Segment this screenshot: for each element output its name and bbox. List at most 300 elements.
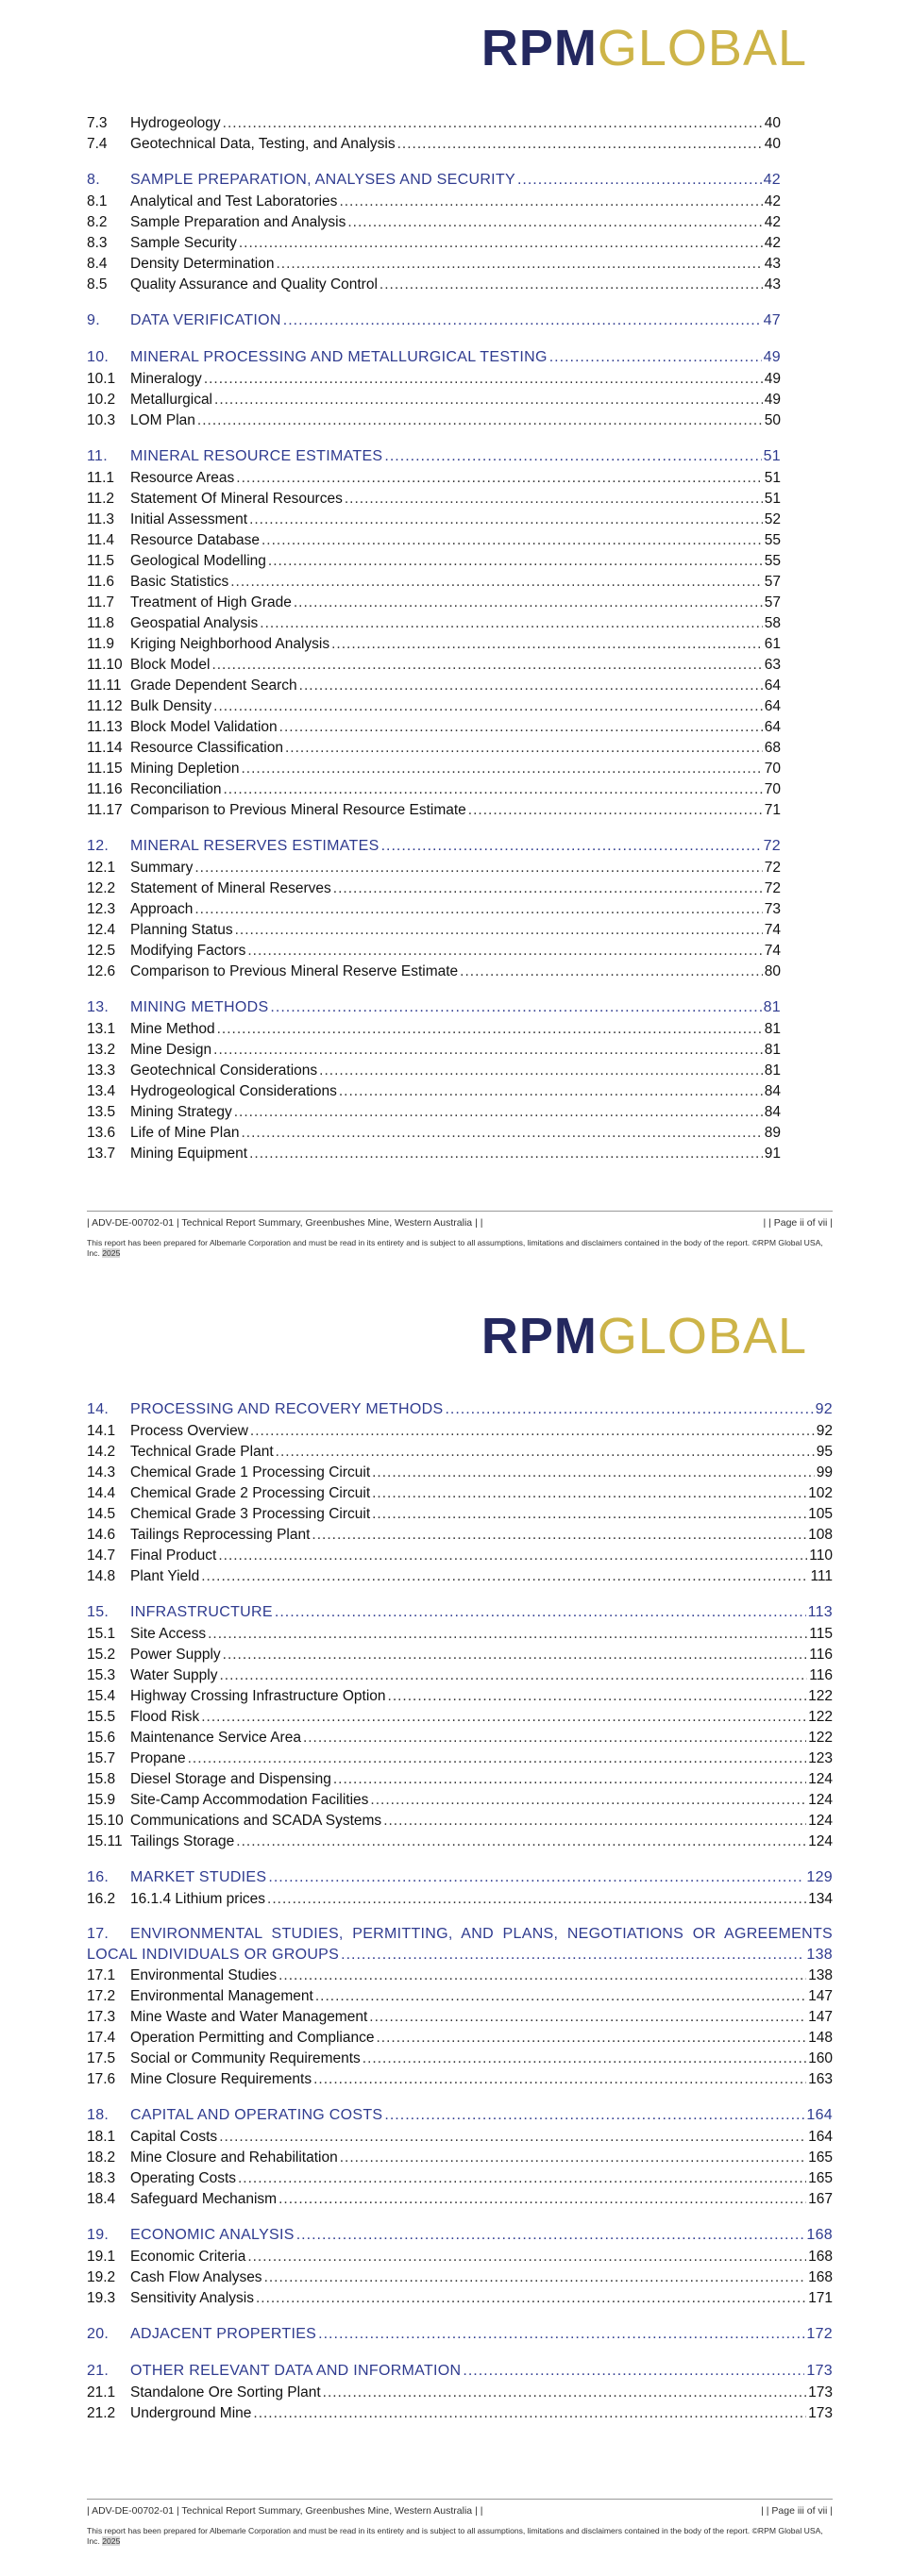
toc-title: Operating Costs bbox=[130, 2170, 236, 2186]
toc-number: 15.9 bbox=[87, 1792, 116, 1808]
toc-page-number: 81 bbox=[764, 1021, 781, 1037]
toc-number: 10.3 bbox=[87, 412, 116, 428]
toc-page-number: 124 bbox=[808, 1792, 833, 1808]
toc-title: Mining Depletion bbox=[130, 761, 240, 777]
toc-title: Block Model Validation bbox=[130, 719, 278, 735]
toc-entry[interactable] bbox=[87, 1421, 833, 1442]
toc-entry[interactable] bbox=[87, 2028, 833, 2049]
spacer bbox=[87, 2210, 833, 2224]
toc-page-number: 58 bbox=[764, 615, 781, 631]
toc-page-number: 70 bbox=[764, 761, 781, 777]
toc-page-number: 74 bbox=[764, 922, 781, 938]
toc-number: 11. bbox=[87, 448, 108, 464]
toc-entry[interactable] bbox=[87, 468, 781, 489]
toc-title: Geotechnical Data, Testing, and Analysis bbox=[130, 136, 396, 152]
toc-entry[interactable] bbox=[87, 1144, 781, 1164]
toc-page-number: 47 bbox=[763, 312, 781, 328]
toc-number: 17.5 bbox=[87, 2050, 116, 2066]
toc-entry[interactable] bbox=[87, 1123, 781, 1144]
footer-page-number: | | Page iii of vii | bbox=[761, 2505, 833, 2517]
spacer bbox=[87, 332, 781, 346]
toc-entry[interactable] bbox=[87, 212, 781, 233]
toc-page-number: 57 bbox=[764, 594, 781, 611]
toc-section-heading[interactable] bbox=[87, 2104, 833, 2127]
toc-entry[interactable] bbox=[87, 2267, 833, 2288]
toc-section-heading[interactable] bbox=[87, 2224, 833, 2247]
toc-number: 11.6 bbox=[87, 574, 115, 590]
dot-leader bbox=[315, 1986, 806, 2007]
toc-section-heading[interactable] bbox=[87, 996, 781, 1019]
toc-page-number: 74 bbox=[764, 943, 781, 959]
toc-page-number: 122 bbox=[808, 1709, 833, 1725]
toc-title: Mine Method bbox=[130, 1021, 215, 1037]
toc-number: 11.11 bbox=[87, 677, 122, 694]
toc-entry[interactable] bbox=[87, 1665, 833, 1686]
toc-number: 13.7 bbox=[87, 1146, 116, 1162]
spacer bbox=[87, 155, 781, 169]
toc-entry[interactable] bbox=[87, 1483, 833, 1504]
toc-number: 13.5 bbox=[87, 1104, 116, 1120]
toc-entry[interactable] bbox=[87, 2049, 833, 2069]
toc-entry[interactable] bbox=[87, 1102, 781, 1123]
toc-page-number: 173 bbox=[808, 2384, 833, 2400]
toc-number: 16.2 bbox=[87, 1891, 116, 1907]
toc-entry[interactable] bbox=[87, 1624, 833, 1645]
dot-leader bbox=[217, 1019, 763, 1040]
toc-number: 11.7 bbox=[87, 594, 115, 611]
toc-entry[interactable] bbox=[87, 2168, 833, 2189]
footer-disclaimer: This report has been prepared for Albemarle Corporation and must be read in its entirety and is subject to all assumptions, limitations and disclaimers contained in the body of the report. ©RPM Global USA, Inc. 2025 bbox=[87, 2526, 823, 2546]
dot-leader bbox=[372, 1483, 806, 1504]
toc-title: MARKET STUDIES bbox=[130, 1869, 267, 1885]
toc-entry[interactable] bbox=[87, 759, 781, 779]
toc-title: Diesel Storage and Dispensing bbox=[130, 1771, 331, 1787]
dot-leader bbox=[188, 1748, 807, 1769]
dot-leader bbox=[372, 1504, 806, 1525]
toc-entry[interactable] bbox=[87, 410, 781, 431]
dot-leader bbox=[340, 2148, 806, 2168]
toc-title: Mine Waste and Water Management bbox=[130, 2009, 368, 2025]
toc-entry[interactable] bbox=[87, 1525, 833, 1546]
dot-leader bbox=[208, 1624, 807, 1645]
toc-number: 18.1 bbox=[87, 2129, 116, 2145]
toc-page-number: 42 bbox=[763, 172, 781, 188]
toc-title: Site-Camp Accommodation Facilities bbox=[130, 1792, 369, 1808]
toc-page-number: 173 bbox=[806, 2363, 833, 2379]
toc-entry[interactable] bbox=[87, 275, 781, 295]
toc-entry[interactable] bbox=[87, 1546, 833, 1566]
toc-page-number: 163 bbox=[808, 2071, 833, 2087]
dot-leader bbox=[214, 390, 763, 410]
toc-page-number: 172 bbox=[806, 2326, 833, 2342]
toc-section-heading[interactable] bbox=[87, 1601, 833, 1624]
dot-leader bbox=[268, 1866, 804, 1887]
toc-page-number: 111 bbox=[810, 1568, 833, 1584]
toc-page-number: 116 bbox=[809, 1667, 833, 1683]
toc-entry[interactable] bbox=[87, 1442, 833, 1463]
toc-number: 11.13 bbox=[87, 719, 123, 735]
toc-number: 21. bbox=[87, 2363, 110, 2379]
toc-number: 12.3 bbox=[87, 901, 116, 917]
toc-page-number: 68 bbox=[764, 740, 781, 756]
toc-entry[interactable] bbox=[87, 1463, 833, 1483]
toc-entry[interactable] bbox=[87, 2247, 833, 2267]
toc-entry[interactable] bbox=[87, 941, 781, 962]
toc-entry[interactable] bbox=[87, 489, 781, 510]
toc-number: 11.16 bbox=[87, 781, 123, 797]
dot-leader bbox=[468, 800, 763, 821]
toc-number: 14.2 bbox=[87, 1444, 116, 1460]
spacer bbox=[87, 2090, 833, 2104]
toc-entry[interactable] bbox=[87, 920, 781, 941]
spacer bbox=[87, 1587, 833, 1601]
toc-page-number: 84 bbox=[764, 1083, 781, 1099]
footer-doc-info: | ADV-DE-00702-01 | Technical Report Summary, Greenbushes Mine, Western Australia | | bbox=[87, 2505, 483, 2517]
toc-entry[interactable] bbox=[87, 510, 781, 530]
toc-title: Tailings Storage bbox=[130, 1833, 235, 1849]
toc-title: Mineralogy bbox=[130, 371, 202, 387]
toc-page-number: 84 bbox=[764, 1104, 781, 1120]
toc-title: Mining Equipment bbox=[130, 1146, 248, 1162]
toc-entry[interactable] bbox=[87, 390, 781, 410]
toc-entry[interactable] bbox=[87, 1566, 833, 1587]
toc-entry[interactable] bbox=[87, 779, 781, 800]
toc-title: Sample Preparation and Analysis bbox=[130, 214, 346, 230]
toc-entry[interactable] bbox=[87, 878, 781, 899]
toc-page-number: 115 bbox=[809, 1626, 833, 1642]
toc-number: 11.14 bbox=[87, 740, 123, 756]
toc-title: Environmental Studies bbox=[130, 1967, 278, 1983]
dot-leader bbox=[345, 489, 763, 510]
toc-entry[interactable] bbox=[87, 1965, 833, 1986]
toc-title: Sensitivity Analysis bbox=[130, 2290, 254, 2306]
toc-number: 19.1 bbox=[87, 2249, 116, 2265]
dot-leader bbox=[253, 2403, 806, 2424]
toc-entry[interactable] bbox=[87, 2288, 833, 2309]
toc-entry[interactable] bbox=[87, 1686, 833, 1707]
toc-number: 14.8 bbox=[87, 1568, 116, 1584]
toc-entry[interactable] bbox=[87, 1019, 781, 1040]
toc-entry[interactable] bbox=[87, 593, 781, 613]
toc-number: 15.4 bbox=[87, 1688, 116, 1704]
toc-page-number: 81 bbox=[764, 1042, 781, 1058]
toc-title: Mine Closure Requirements bbox=[130, 2071, 312, 2087]
toc-page-number: 171 bbox=[808, 2290, 833, 2306]
toc-title: Grade Dependent Search bbox=[130, 677, 297, 694]
page-footer bbox=[87, 2499, 833, 2547]
dot-leader bbox=[194, 858, 762, 878]
toc-page-number: 42 bbox=[764, 214, 781, 230]
dot-leader bbox=[319, 1061, 763, 1081]
toc-title: INFRASTRUCTURE bbox=[130, 1604, 273, 1620]
dot-leader bbox=[223, 1645, 808, 1665]
footer-disclaimer: This report has been prepared for Albemarle Corporation and must be read in its entirety and is subject to all assumptions, limitations and disclaimers contained in the body of the report. ©RPM Global USA, Inc. 2025 bbox=[87, 1238, 823, 1258]
toc-title: Planning Status bbox=[130, 922, 233, 938]
toc-entry[interactable] bbox=[87, 1811, 833, 1832]
toc-title: SAMPLE PREPARATION, ANALYSES AND SECURITY bbox=[130, 172, 515, 188]
toc-number: 11.2 bbox=[87, 491, 115, 507]
footer-page-number: | | Page ii of vii | bbox=[763, 1217, 833, 1229]
toc-entry[interactable] bbox=[87, 192, 781, 212]
toc-section-heading[interactable] bbox=[87, 346, 781, 369]
toc-title: Quality Assurance and Quality Control bbox=[130, 276, 378, 293]
toc-page-number: 81 bbox=[763, 999, 781, 1015]
toc-number: 8.2 bbox=[87, 214, 108, 230]
dot-leader bbox=[296, 2224, 805, 2245]
dot-leader bbox=[372, 1463, 815, 1483]
dot-leader bbox=[201, 1707, 806, 1728]
toc-title: Mine Design bbox=[130, 1042, 212, 1058]
toc-title: Analytical and Test Laboratories bbox=[130, 193, 338, 209]
toc-number: 11.3 bbox=[87, 511, 115, 527]
toc-entry[interactable] bbox=[87, 899, 781, 920]
toc-entry[interactable] bbox=[87, 134, 781, 155]
toc-section-heading[interactable] bbox=[87, 2323, 833, 2346]
toc-page-number: 72 bbox=[764, 860, 781, 876]
toc-number: 11.5 bbox=[87, 553, 115, 569]
toc-entry[interactable] bbox=[87, 2189, 833, 2210]
toc-number: 14.6 bbox=[87, 1527, 116, 1543]
dot-leader bbox=[303, 1728, 806, 1748]
toc-number: 7.4 bbox=[87, 136, 108, 152]
toc-number: 10. bbox=[87, 349, 110, 365]
toc-title: Plant Yield bbox=[130, 1568, 200, 1584]
toc-title: Metallurgical bbox=[130, 392, 213, 408]
toc-entry[interactable] bbox=[87, 1748, 833, 1769]
toc-entry[interactable] bbox=[87, 800, 781, 821]
toc-page-number: 122 bbox=[808, 1730, 833, 1746]
toc-number: 14.5 bbox=[87, 1506, 116, 1522]
toc-page-number: 138 bbox=[806, 1947, 833, 1963]
dot-leader bbox=[339, 192, 762, 212]
toc-number: 18.2 bbox=[87, 2149, 116, 2166]
toc-number: 8.4 bbox=[87, 256, 108, 272]
toc-number: 15.6 bbox=[87, 1730, 116, 1746]
spacer bbox=[87, 982, 781, 996]
toc-page-number: 168 bbox=[806, 2227, 833, 2243]
toc-title: Tailings Reprocessing Plant bbox=[130, 1527, 311, 1543]
toc-entry[interactable] bbox=[87, 1707, 833, 1728]
dot-leader bbox=[238, 2168, 806, 2189]
dot-leader bbox=[247, 2247, 806, 2267]
toc-title: Chemical Grade 2 Processing Circuit bbox=[130, 1485, 371, 1501]
toc-number: 15.5 bbox=[87, 1709, 116, 1725]
toc-number: 17.2 bbox=[87, 1988, 116, 2004]
toc-title: Treatment of High Grade bbox=[130, 594, 292, 611]
toc-page-number: 110 bbox=[809, 1547, 833, 1564]
dot-leader bbox=[264, 2267, 807, 2288]
toc-entry[interactable] bbox=[87, 634, 781, 655]
dot-leader bbox=[363, 2049, 806, 2069]
toc-title: Chemical Grade 1 Processing Circuit bbox=[130, 1464, 371, 1480]
toc-page-number: 147 bbox=[808, 1988, 833, 2004]
spacer bbox=[87, 1852, 833, 1866]
dot-leader bbox=[219, 2127, 806, 2148]
toc-title: ADJACENT PROPERTIES bbox=[130, 2326, 317, 2342]
toc-page-number: 70 bbox=[764, 781, 781, 797]
toc-entry[interactable] bbox=[87, 1645, 833, 1665]
toc-entry[interactable] bbox=[87, 1769, 833, 1790]
toc-page-number: 64 bbox=[764, 698, 781, 714]
toc-page-number: 164 bbox=[806, 2107, 833, 2123]
dot-leader bbox=[278, 2189, 806, 2210]
toc-section-heading[interactable] bbox=[87, 445, 781, 468]
toc-entry[interactable] bbox=[87, 572, 781, 593]
toc-title: Geospatial Analysis bbox=[130, 615, 259, 631]
spacer bbox=[87, 2309, 833, 2323]
toc-entry[interactable] bbox=[87, 655, 781, 676]
toc-page-number: 124 bbox=[808, 1771, 833, 1787]
toc-number: 17.4 bbox=[87, 2030, 116, 2046]
toc-entry[interactable] bbox=[87, 1728, 833, 1748]
toc-entry[interactable] bbox=[87, 1081, 781, 1102]
toc-entry[interactable] bbox=[87, 1986, 833, 2007]
rpm-global-logo bbox=[481, 20, 807, 76]
toc-section-heading[interactable] bbox=[87, 1924, 833, 1965]
toc-section-heading[interactable] bbox=[87, 1866, 833, 1889]
toc-title: Propane bbox=[130, 1750, 186, 1766]
toc-number: 19.3 bbox=[87, 2290, 116, 2306]
toc-number: 14.1 bbox=[87, 1423, 116, 1439]
toc-page-number: 99 bbox=[816, 1464, 833, 1480]
toc-number: 15.7 bbox=[87, 1750, 116, 1766]
spacer bbox=[87, 2346, 833, 2360]
toc-title: Density Determination bbox=[130, 256, 275, 272]
dot-leader bbox=[388, 1686, 807, 1707]
toc-entry[interactable] bbox=[87, 613, 781, 634]
toc-page-number: 138 bbox=[808, 1967, 833, 1983]
toc-entry[interactable] bbox=[87, 2127, 833, 2148]
toc-number: 12. bbox=[87, 838, 110, 854]
toc-title: Final Product bbox=[130, 1547, 217, 1564]
toc-page-number: 129 bbox=[806, 1869, 833, 1885]
dot-leader bbox=[517, 169, 762, 190]
toc-entry[interactable] bbox=[87, 738, 781, 759]
dot-leader bbox=[234, 1102, 763, 1123]
toc-entry[interactable] bbox=[87, 233, 781, 254]
toc-entry[interactable] bbox=[87, 2383, 833, 2403]
toc-title: Power Supply bbox=[130, 1647, 221, 1663]
table-of-contents bbox=[87, 113, 781, 1164]
toc-page-number: 165 bbox=[808, 2149, 833, 2166]
toc-page-number: 43 bbox=[764, 276, 781, 293]
toc-title: Environmental Management bbox=[130, 1988, 313, 2004]
spacer bbox=[87, 821, 781, 835]
toc-entry[interactable] bbox=[87, 1504, 833, 1525]
toc-number: 15.10 bbox=[87, 1813, 124, 1829]
toc-number: 8.3 bbox=[87, 235, 108, 251]
toc-number: 11.9 bbox=[87, 636, 115, 652]
toc-entry[interactable] bbox=[87, 2069, 833, 2090]
toc-title: Water Supply bbox=[130, 1667, 218, 1683]
toc-page-number: 40 bbox=[764, 136, 781, 152]
toc-page-number: 122 bbox=[808, 1688, 833, 1704]
toc-entry[interactable] bbox=[87, 530, 781, 551]
toc-entry[interactable] bbox=[87, 676, 781, 696]
toc-title: Bulk Density bbox=[130, 698, 212, 714]
toc-number: 8.5 bbox=[87, 276, 108, 293]
toc-number: 16. bbox=[87, 1869, 110, 1885]
toc-page-number: 55 bbox=[764, 553, 781, 569]
dot-leader bbox=[213, 696, 763, 717]
dot-leader bbox=[463, 2360, 804, 2381]
toc-title: OTHER RELEVANT DATA AND INFORMATION bbox=[130, 2363, 462, 2379]
toc-entry[interactable] bbox=[87, 717, 781, 738]
toc-page-number: 42 bbox=[764, 193, 781, 209]
toc-page-number: 147 bbox=[808, 2009, 833, 2025]
toc-title: Geotechnical Considerations bbox=[130, 1062, 318, 1079]
toc-entry[interactable] bbox=[87, 2403, 833, 2424]
toc-entry[interactable] bbox=[87, 2148, 833, 2168]
toc-page-number: 102 bbox=[808, 1485, 833, 1501]
toc-page-number: 92 bbox=[815, 1401, 833, 1417]
toc-entry[interactable] bbox=[87, 1889, 833, 1910]
toc-page-number: 50 bbox=[764, 412, 781, 428]
toc-page-number: 124 bbox=[808, 1813, 833, 1829]
dot-leader bbox=[219, 1665, 807, 1686]
toc-section-heading[interactable] bbox=[87, 835, 781, 858]
toc-title: MINING METHODS bbox=[130, 999, 269, 1015]
toc-page-number: 165 bbox=[808, 2170, 833, 2186]
toc-number: 12.5 bbox=[87, 943, 116, 959]
toc-entry[interactable] bbox=[87, 1790, 833, 1811]
toc-section-heading[interactable] bbox=[87, 169, 781, 192]
toc-title: 16.1.4 Lithium prices bbox=[130, 1891, 266, 1907]
page-footer bbox=[87, 1211, 833, 1259]
footer-year: 2025 bbox=[102, 2536, 121, 2546]
toc-entry[interactable] bbox=[87, 858, 781, 878]
toc-entry[interactable] bbox=[87, 113, 781, 134]
toc-entry[interactable] bbox=[87, 2007, 833, 2028]
toc-entry[interactable] bbox=[87, 962, 781, 982]
toc-entry[interactable] bbox=[87, 551, 781, 572]
toc-section-heading[interactable] bbox=[87, 2360, 833, 2383]
toc-entry[interactable] bbox=[87, 1061, 781, 1081]
toc-page-number: 168 bbox=[808, 2249, 833, 2265]
logo-rpm: RPM bbox=[481, 20, 598, 76]
toc-number: 15.1 bbox=[87, 1626, 116, 1642]
toc-entry[interactable] bbox=[87, 696, 781, 717]
dot-leader bbox=[197, 410, 763, 431]
dot-leader bbox=[313, 2069, 806, 2090]
toc-number: 21.2 bbox=[87, 2405, 116, 2421]
toc-section-heading[interactable] bbox=[87, 309, 781, 332]
toc-title: Mining Strategy bbox=[130, 1104, 232, 1120]
toc-section-heading[interactable] bbox=[87, 1398, 833, 1421]
toc-number: 13.3 bbox=[87, 1062, 116, 1079]
dot-leader bbox=[323, 2383, 806, 2403]
toc-title: Life of Mine Plan bbox=[130, 1125, 240, 1141]
dot-leader bbox=[250, 1421, 815, 1442]
toc-page-number: 64 bbox=[764, 719, 781, 735]
table-of-contents bbox=[87, 1398, 833, 2424]
toc-number: 17.6 bbox=[87, 2071, 116, 2087]
toc-entry[interactable] bbox=[87, 1832, 833, 1852]
toc-entry[interactable] bbox=[87, 1040, 781, 1061]
toc-page-number: 173 bbox=[808, 2405, 833, 2421]
toc-entry[interactable] bbox=[87, 254, 781, 275]
toc-title: Comparison to Previous Mineral Reserve Estimate bbox=[130, 963, 459, 979]
dot-leader bbox=[370, 1790, 806, 1811]
toc-number: 13.2 bbox=[87, 1042, 116, 1058]
spacer bbox=[87, 295, 781, 309]
toc-title: Modifying Factors bbox=[130, 943, 246, 959]
dot-leader bbox=[204, 369, 763, 390]
dot-leader bbox=[241, 759, 762, 779]
dot-leader bbox=[460, 962, 763, 982]
toc-entry[interactable] bbox=[87, 369, 781, 390]
toc-title: PROCESSING AND RECOVERY METHODS bbox=[130, 1401, 444, 1417]
